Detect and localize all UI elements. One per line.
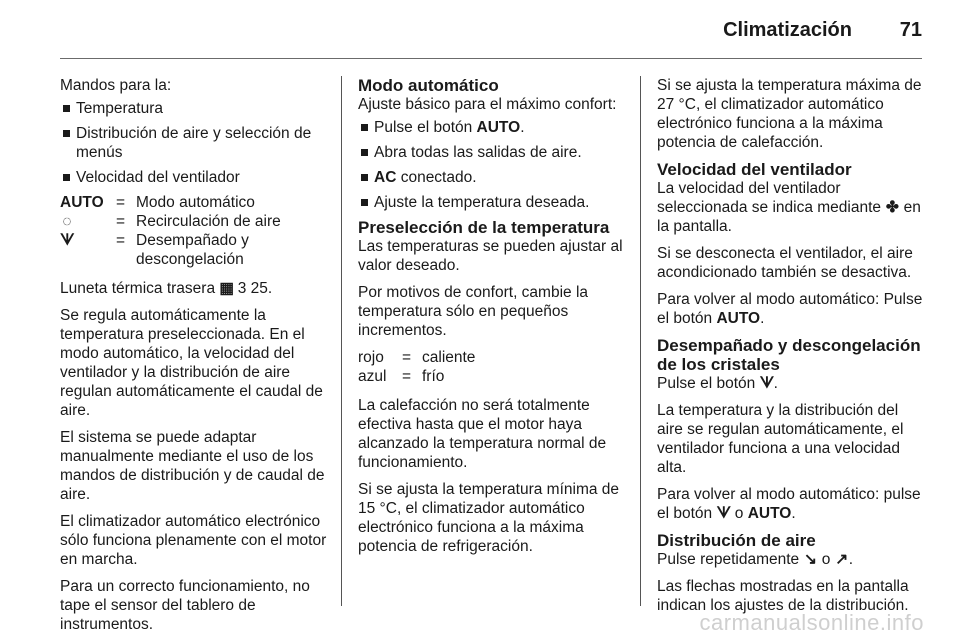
list-item: Distribución de aire y selección de menús (60, 124, 328, 162)
paragraph: Para volver al modo automático: pulse el botón ᗐ o AUTO. (657, 486, 921, 522)
defrost-icon: ᗐ (759, 375, 775, 392)
list-item: Pulse el botón AUTO. (358, 118, 626, 137)
list-item: Abra todas las salidas de aire. (358, 143, 626, 162)
heading-auto-mode: Modo automático (358, 76, 499, 95)
paragraph: Las temperaturas se pueden ajustar al valor deseado. (358, 238, 623, 274)
list-item: Ajuste la temperatura deseada. (358, 193, 626, 212)
legend-value: Desempañado y descongelación (136, 232, 249, 268)
controls-intro: Mandos para la: (60, 77, 172, 94)
legend-equals: = (116, 213, 126, 230)
list-item: Velocidad del ventilador (60, 168, 328, 187)
page-number: 71 (899, 19, 922, 41)
paragraph: Se regula automáticamente la temperatura preseleccionada. En el modo automático, la velocidad del ventilador y la distribución de aire regulan automáticamente el caudal de aire. (60, 307, 323, 419)
heading-fan-speed: Velocidad del ventilador (657, 160, 852, 179)
rear-defrost-icon: ▦ (219, 280, 235, 297)
legend-row (60, 212, 328, 231)
header-divider (60, 58, 922, 59)
paragraph: La velocidad del ventilador seleccionada se indica mediante ✤ en la pantalla. (657, 180, 921, 235)
rear-window-paragraph: Luneta térmica trasera ▦ 3 25. (60, 280, 273, 297)
legend-row: rojo = caliente (358, 349, 476, 366)
page-title: Climatización (723, 19, 852, 41)
temperature-legend (358, 348, 475, 386)
column-divider (341, 76, 342, 606)
controls-list (60, 99, 328, 187)
air-distribution-up-icon: ↗ (835, 551, 849, 568)
controls-legend (60, 193, 328, 269)
paragraph: El climatizador automático electrónico sólo funciona plenamente con el motor en marcha. (60, 513, 327, 568)
list-item: Temperatura (60, 99, 328, 118)
legend-row (60, 193, 328, 212)
defrost-icon: ᗐ (60, 232, 75, 249)
legend-row: azul = frío (358, 368, 445, 385)
list-item: AC conectado. (358, 168, 626, 187)
fan-icon: ✤ (885, 199, 899, 216)
paragraph: Para volver al modo automático: Pulse el botón AUTO. (657, 291, 923, 327)
paragraph: La temperatura y la distribución del aire se regulan automáticamente, el ventilador funciona a una velocidad alta. (657, 402, 904, 476)
paragraph: Si se ajusta la temperatura máxima de 27 °C, el climatizador automático electrónico funciona a la máxima potencia de calefacción. (657, 77, 922, 151)
paragraph: Por motivos de confort, cambie la temperatura sólo en pequeños incrementos. (358, 284, 589, 339)
column-1 (60, 76, 328, 642)
paragraph: Si se desconecta el ventilador, el aire acondicionado también se desactiva. (657, 245, 913, 281)
legend-equals: = (116, 232, 126, 249)
paragraph: Pulse repetidamente ↘ o ↗. (657, 551, 854, 568)
paragraph: Si se ajusta la temperatura mínima de 15 °C, el climatizador automático electrónico funciona a la máxima potencia de refrigeración. (358, 481, 620, 555)
paragraph: Las flechas mostradas en la pantalla indican los ajustes de la distribución. (657, 578, 909, 614)
column-divider (640, 76, 641, 606)
air-distribution-down-icon: ↘ (803, 551, 817, 568)
column-3 (657, 76, 925, 623)
column-2 (358, 76, 626, 564)
heading-air-distribution: Distribución de aire (657, 531, 816, 550)
auto-intro: Ajuste básico para el máximo confort: (358, 96, 617, 113)
auto-key: AUTO (60, 194, 104, 211)
legend-value: Modo automático (136, 194, 255, 211)
heading-defrost: Desempañado y descongelación de los cristales (657, 336, 921, 374)
legend-row (60, 231, 328, 269)
paragraph: Para un correcto funcionamiento, no tape el sensor del tablero de instrumentos. (60, 578, 310, 633)
paragraph: La calefacción no será totalmente efectiva hasta que el motor haya alcanzado la temperatura normal de funcionamiento. (358, 397, 607, 471)
auto-steps-list (358, 118, 626, 212)
legend-value: Recirculación de aire (136, 213, 281, 230)
paragraph: Pulse el botón ᗐ. (657, 375, 778, 392)
legend-equals: = (116, 194, 126, 211)
recirculation-icon: ◌ (62, 213, 72, 230)
paragraph: El sistema se puede adaptar manualmente mediante el uso de los mandos de distribución y de caudal de aire. (60, 429, 325, 503)
page-reference: 3 25. (237, 280, 273, 297)
heading-temperature-preselection: Preselección de la temperatura (358, 218, 610, 237)
watermark: carmanualsonline.info (699, 610, 924, 635)
defrost-icon: ᗐ (716, 505, 732, 522)
